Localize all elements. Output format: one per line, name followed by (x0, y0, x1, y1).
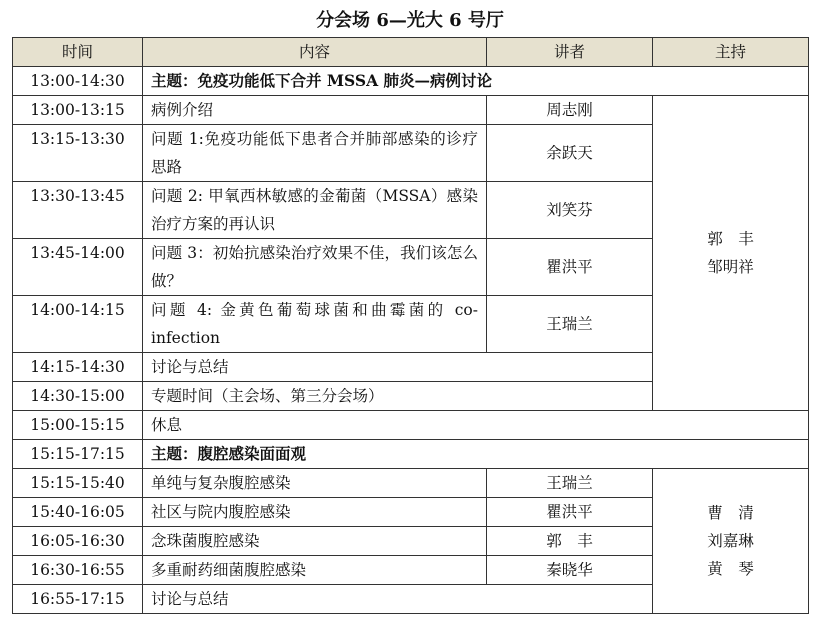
content-cell: 问题 3：初始抗感染治疗效果不佳，我们该怎么做？ (143, 239, 487, 296)
speaker-cell: 刘笑芬 (487, 182, 653, 239)
host-name: 黄 琴 (707, 560, 754, 578)
session-topic: 主题：腹腔感染面面观 (143, 440, 809, 469)
table-row (13, 469, 809, 498)
table-row (13, 440, 809, 469)
host-name: 郭 丰 (707, 230, 754, 248)
speaker-cell: 周志刚 (487, 96, 653, 125)
schedule-table (12, 37, 809, 614)
header-host: 主持 (653, 38, 809, 67)
host-cell-session1 (653, 96, 809, 411)
speaker-cell: 郭 丰 (487, 527, 653, 556)
speaker-cell: 秦晓华 (487, 556, 653, 585)
speaker-cell: 王瑞兰 (487, 296, 653, 353)
content-cell: 问题 4: 金黄色葡萄球菌和曲霉菌的 co-infection (143, 296, 487, 353)
content-cell: 单纯与复杂腹腔感染 (143, 469, 487, 498)
header-time: 时间 (13, 38, 143, 67)
time-cell: 13:30-13:45 (13, 182, 143, 239)
content-cell: 问题 1:免疫功能低下患者合并肺部感染的诊疗思路 (143, 125, 487, 182)
host-cell-session2 (653, 469, 809, 614)
time-cell: 15:40-16:05 (13, 498, 143, 527)
host-name: 刘嘉琳 (707, 532, 754, 550)
speaker-cell: 瞿洪平 (487, 239, 653, 296)
table-row (13, 411, 809, 440)
time-cell: 13:00-14:30 (13, 67, 143, 96)
content-cell: 休息 (143, 411, 809, 440)
content-cell: 社区与院内腹腔感染 (143, 498, 487, 527)
time-cell: 13:45-14:00 (13, 239, 143, 296)
content-cell: 讨论与总结 (143, 353, 653, 382)
time-cell: 15:15-17:15 (13, 440, 143, 469)
time-cell: 13:15-13:30 (13, 125, 143, 182)
content-cell: 专题时间（主会场、第三分会场） (143, 382, 653, 411)
time-cell: 16:30-16:55 (13, 556, 143, 585)
time-cell: 15:00-15:15 (13, 411, 143, 440)
content-cell: 问题 2: 甲氧西林敏感的金葡菌（MSSA）感染治疗方案的再认识 (143, 182, 487, 239)
speaker-cell: 王瑞兰 (487, 469, 653, 498)
page-title: 分会场 6—光大 6 号厅 (316, 10, 504, 31)
content-cell: 念珠菌腹腔感染 (143, 527, 487, 556)
host-name: 曹 清 (707, 504, 754, 522)
table-header-row (13, 38, 809, 67)
table-row (13, 67, 809, 96)
session-topic: 主题：免疫功能低下合并 MSSA 肺炎—病例讨论 (143, 67, 809, 96)
table-row (13, 96, 809, 125)
content-cell: 病例介绍 (143, 96, 487, 125)
time-cell: 13:00-13:15 (13, 96, 143, 125)
speaker-cell: 瞿洪平 (487, 498, 653, 527)
speaker-cell: 余跃天 (487, 125, 653, 182)
header-speaker: 讲者 (487, 38, 653, 67)
time-cell: 14:00-14:15 (13, 296, 143, 353)
header-content: 内容 (143, 38, 487, 67)
time-cell: 16:05-16:30 (13, 527, 143, 556)
content-cell: 讨论与总结 (143, 585, 653, 614)
time-cell: 14:30-15:00 (13, 382, 143, 411)
time-cell: 16:55-17:15 (13, 585, 143, 614)
host-name: 邹明祥 (707, 258, 754, 276)
time-cell: 15:15-15:40 (13, 469, 143, 498)
content-cell: 多重耐药细菌腹腔感染 (143, 556, 487, 585)
time-cell: 14:15-14:30 (13, 353, 143, 382)
